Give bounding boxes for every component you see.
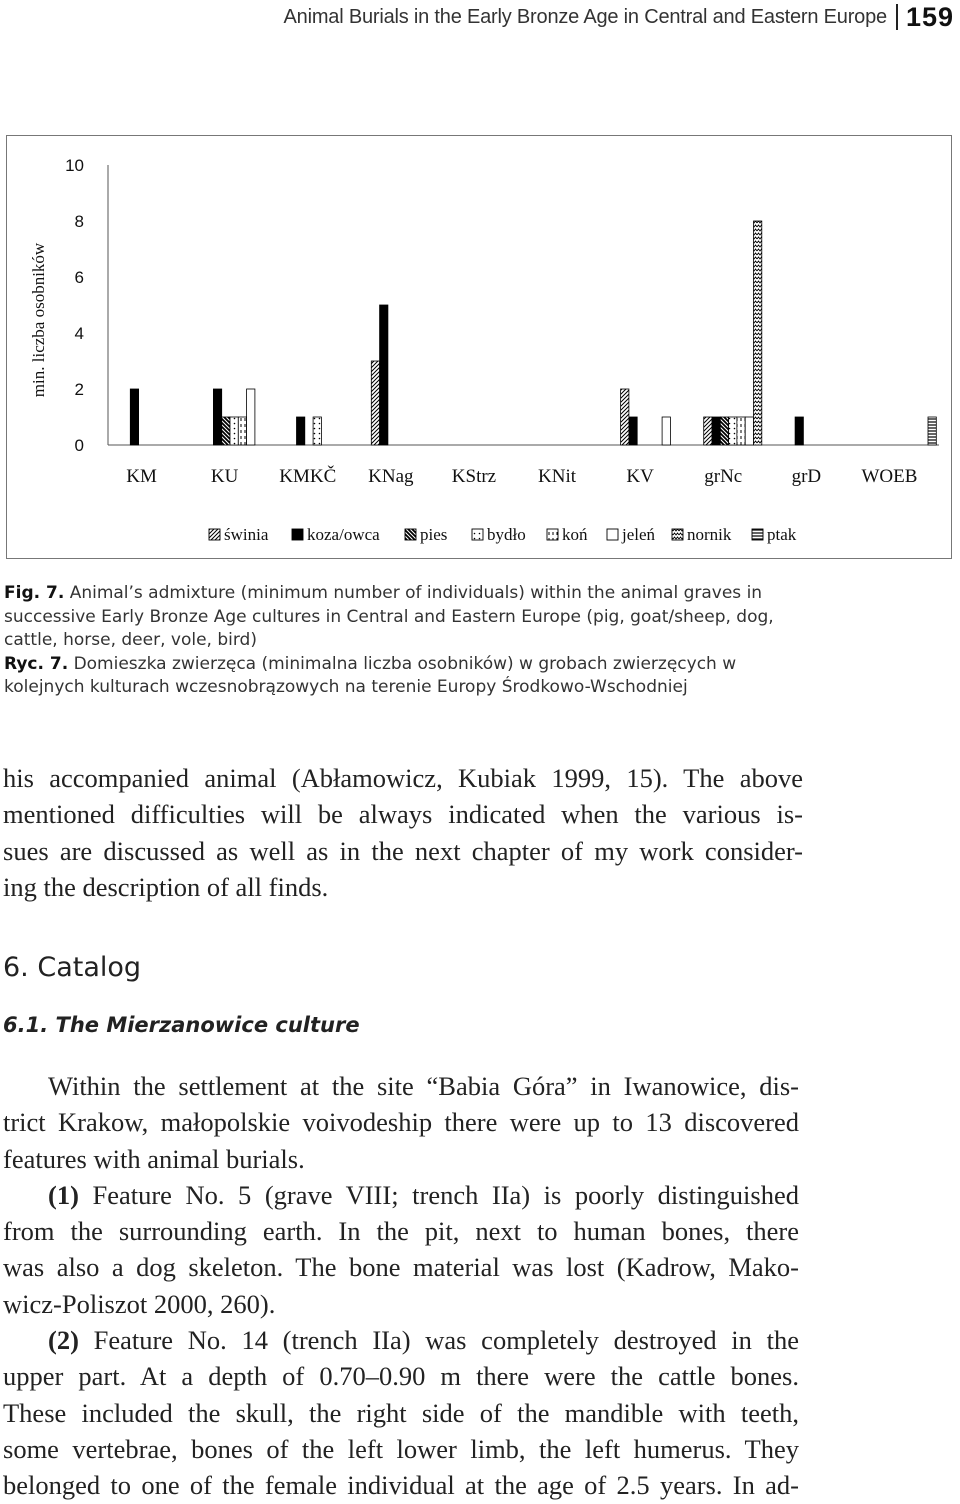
header-divider bbox=[896, 4, 898, 30]
running-title: Animal Burials in the Early Bronze Age in Central and Eastern Europe bbox=[283, 5, 887, 28]
caption-pl-text: Domieszka zwierzęca (minimalna liczba osobników) w grobach zwierzęcych w kolejnych kulturach wczesnobrązowych na terenie Europy Środkowo-Wschodniej bbox=[4, 653, 737, 697]
y-tick-label: 0 bbox=[74, 436, 84, 455]
bar-bydło-grNc bbox=[729, 417, 737, 445]
y-tick-label: 2 bbox=[74, 380, 84, 399]
caption-english bbox=[4, 582, 814, 653]
text-line: mentioned difficulties will be always indicated when the various is- bbox=[3, 799, 803, 830]
text-line: Within the settlement at the site “Babia Góra” in Iwanowice, dis- bbox=[48, 1071, 799, 1101]
x-category-label: KNit bbox=[538, 466, 577, 487]
y-tick-label: 10 bbox=[65, 156, 84, 175]
legend-label: jeleń bbox=[622, 525, 656, 544]
bar-jeleń-KU bbox=[247, 389, 255, 445]
chart-legend bbox=[209, 525, 797, 544]
section-heading: 6. Catalog bbox=[3, 952, 142, 983]
legend-swatch bbox=[547, 529, 558, 540]
text-line: was also a dog skeleton. The bone material was lost (Kadrow, Mako- bbox=[3, 1252, 799, 1283]
x-category-label: KU bbox=[210, 466, 239, 487]
y-axis-label: min. liczba osobników bbox=[29, 242, 48, 398]
bar-jeleń-grNc bbox=[745, 417, 753, 445]
legend-swatch bbox=[672, 529, 683, 540]
bar-pies-grNc bbox=[720, 417, 728, 445]
bar-bydło-KU bbox=[230, 417, 238, 445]
bar-koza/owca-KU bbox=[213, 389, 221, 445]
legend-swatch bbox=[405, 529, 416, 540]
catalog-item-number: (1) bbox=[48, 1179, 79, 1210]
legend-label: ptak bbox=[767, 525, 797, 544]
caption-en-label: Fig. 7. bbox=[4, 583, 65, 603]
catalog-item-number: (2) bbox=[48, 1325, 79, 1356]
caption-pl-label: Ryc. 7. bbox=[4, 653, 69, 674]
subsection-heading: 6.1. The Mierzanowice culture bbox=[3, 1013, 360, 1037]
legend-label: świnia bbox=[224, 525, 269, 544]
page-number: 159 bbox=[905, 1, 954, 32]
text-line: features with animal burials. bbox=[3, 1143, 305, 1174]
bar-koza/owca-KV bbox=[629, 417, 637, 445]
figure-caption bbox=[4, 582, 814, 700]
text-line: wicz-Poliszot 2000, 260). bbox=[3, 1288, 276, 1319]
bar-nornik-grNc bbox=[754, 221, 762, 445]
bar-świnia-KNag bbox=[371, 361, 379, 445]
x-category-label: KStrz bbox=[451, 466, 497, 487]
y-tick-label: 4 bbox=[74, 324, 84, 343]
legend-label: pies bbox=[420, 525, 448, 544]
x-category-label: KM bbox=[126, 466, 157, 487]
x-category-label: grNc bbox=[704, 466, 743, 487]
legend-swatch bbox=[752, 529, 763, 540]
bar-świnia-KV bbox=[621, 389, 629, 445]
y-tick-label: 6 bbox=[74, 268, 84, 287]
text-line: These included the skull, the right side of the mandible with teeth, bbox=[3, 1397, 799, 1428]
catalog-item-1-first-line bbox=[3, 1177, 799, 1213]
bar-koza/owca-grNc bbox=[712, 417, 720, 445]
bar-świnia-grNc bbox=[704, 417, 712, 445]
x-category-label: KMKČ bbox=[279, 466, 337, 487]
bar-koń-KU bbox=[238, 417, 246, 445]
legend-swatch bbox=[209, 529, 220, 540]
text-line: from the surrounding earth. In the pit, next to human bones, there bbox=[3, 1216, 799, 1247]
x-category-label: KV bbox=[626, 466, 654, 487]
legend-label: bydło bbox=[487, 525, 526, 544]
bar-koza/owca-grD bbox=[795, 417, 803, 445]
text-line: some vertebrae, bones of the left lower limb, the left humerus. They bbox=[3, 1433, 799, 1464]
legend-label: koń bbox=[562, 525, 588, 544]
text-line: belonged to one of the female individual at the age of 2.5 years. In ad- bbox=[3, 1470, 799, 1501]
caption-polish bbox=[4, 653, 814, 700]
bar-koza/owca-KNag bbox=[380, 305, 388, 445]
chart-frame bbox=[6, 135, 952, 559]
bar-jeleń-KV bbox=[662, 417, 670, 445]
caption-en-text: Animal’s admixture (minimum number of individuals) within the animal graves in successive Early Bronze Age cultures in Central and Eastern Europe (pig, goat/sheep, dog, cattle, horse, deer, vole, bird) bbox=[4, 583, 774, 650]
x-category-label: WOEB bbox=[861, 466, 918, 487]
body-paragraph bbox=[3, 760, 803, 905]
text-line: trict Krakow, małopolskie voivodeship there were up to 13 discovered bbox=[3, 1107, 799, 1138]
x-category-label: grD bbox=[791, 466, 822, 487]
legend-swatch bbox=[472, 529, 483, 540]
y-tick-label: 8 bbox=[74, 212, 84, 231]
text-line: sues are discussed as well as in the next chapter of my work consider- bbox=[3, 835, 803, 866]
text-line: upper part. At a depth of 0.70–0.90 m there were the cattle bones. bbox=[3, 1361, 799, 1392]
bar-ptak-WOEB bbox=[928, 417, 936, 445]
text-line: his accompanied animal (Abłamowicz, Kubiak 1999, 15). The above bbox=[3, 763, 803, 793]
bar-pies-KU bbox=[222, 417, 230, 445]
bar-koza/owca-KMKČ bbox=[297, 417, 305, 445]
catalog-text bbox=[3, 1068, 799, 1504]
legend-swatch bbox=[292, 529, 303, 540]
text-line: Feature No. 5 (grave VIII; trench IIa) is poorly distinguished bbox=[78, 1179, 799, 1210]
bar-chart bbox=[7, 136, 951, 558]
text-line: Feature No. 14 (trench IIa) was completely destroyed in the bbox=[78, 1325, 799, 1356]
legend-swatch bbox=[607, 529, 618, 540]
x-category-label: KNag bbox=[368, 466, 414, 487]
bar-bydło-KMKČ bbox=[313, 417, 321, 445]
text-line: ing the description of all finds. bbox=[3, 871, 329, 902]
bar-koza/owca-KM bbox=[130, 389, 138, 445]
legend-label: koza/owca bbox=[307, 525, 380, 544]
legend-label: nornik bbox=[687, 525, 732, 544]
bar-koń-grNc bbox=[737, 417, 745, 445]
running-header bbox=[284, 0, 954, 34]
catalog-item-2-first-line bbox=[3, 1322, 799, 1358]
